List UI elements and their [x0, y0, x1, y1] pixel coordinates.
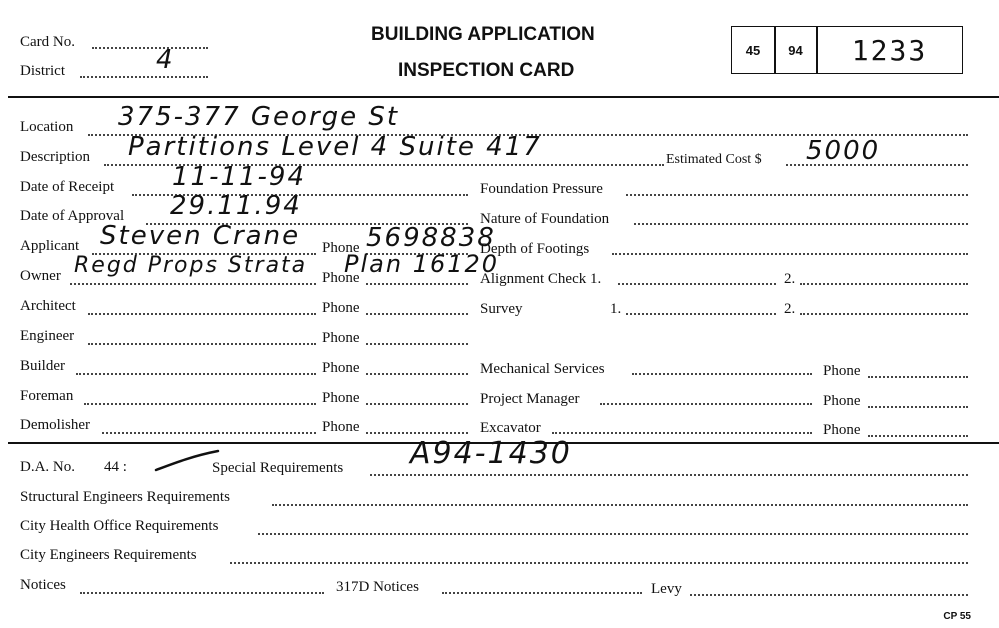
architect-phone-line — [366, 313, 468, 315]
project-manager-label: Project Manager — [480, 391, 580, 407]
levy-line — [690, 594, 968, 596]
builder-phone-line — [366, 373, 468, 375]
survey-2-label: 2. — [784, 301, 796, 317]
owner-phone-line — [366, 283, 468, 285]
card-code-1: 45 — [745, 42, 761, 58]
mechanical-line — [632, 373, 812, 375]
card-no-label: Card No. — [20, 34, 75, 50]
card-no-line — [92, 47, 208, 49]
form-subtitle: INSPECTION CARD — [398, 60, 575, 81]
levy-label: Levy — [651, 581, 682, 597]
notices-line — [80, 592, 324, 594]
estimated-cost-value: 5000 — [806, 136, 881, 166]
excavator-phone-label: Phone — [823, 422, 861, 438]
survey-1-label: 1. — [610, 301, 622, 317]
depth-footings-label: Depth of Footings — [480, 241, 590, 257]
survey-label: Survey — [480, 301, 523, 317]
engineer-line — [88, 343, 316, 345]
structural-line — [272, 504, 968, 506]
project-manager-phone-line — [868, 406, 968, 408]
applicant-value: Steven Crane — [100, 221, 301, 251]
foreman-phone-label: Phone — [322, 390, 360, 406]
builder-line — [76, 373, 316, 375]
location-label: Location — [20, 119, 74, 135]
estimated-cost-label: Estimated Cost $ — [666, 152, 762, 167]
da-no-label: D.A. No. — [20, 459, 75, 475]
mechanical-phone-line — [868, 376, 968, 378]
owner-label: Owner — [20, 268, 61, 284]
structural-label: Structural Engineers Requirements — [20, 489, 230, 505]
da-prefix: 44 : — [104, 459, 127, 475]
foreman-phone-line — [366, 403, 468, 405]
top-rule — [8, 96, 999, 98]
alignment-2-label: 2. — [784, 271, 796, 287]
survey-2-line — [800, 313, 968, 315]
health-label: City Health Office Requirements — [20, 518, 219, 534]
depth-footings-line — [612, 253, 968, 255]
form-code: CP 55 — [943, 611, 971, 622]
notices-label: Notices — [20, 577, 66, 593]
notices-317d-label: 317D Notices — [336, 579, 419, 595]
engineer-phone-line — [366, 343, 468, 345]
description-value: Partitions Level 4 Suite 417 — [128, 132, 542, 162]
architect-label: Architect — [20, 298, 76, 314]
builder-phone-label: Phone — [322, 360, 360, 376]
survey-1-line — [626, 313, 776, 315]
date-receipt-value: 11-11-94 — [172, 162, 307, 192]
date-approval-value: 29.11.94 — [170, 191, 302, 221]
owner-phone-value: Plan 16120 — [344, 250, 500, 278]
date-receipt-label: Date of Receipt — [20, 179, 115, 195]
special-requirements-line — [370, 474, 968, 476]
owner-value: Regd Props Strata — [74, 253, 308, 278]
demolisher-phone-line — [366, 432, 468, 434]
applicant-phone-value: 5698838 — [366, 223, 496, 253]
owner-phone-label: Phone — [322, 270, 360, 286]
excavator-line — [552, 432, 812, 434]
alignment-check-label: Alignment Check 1. — [480, 271, 602, 287]
applicant-phone-label: Phone — [322, 240, 360, 256]
engineer-label: Engineer — [20, 328, 75, 344]
engineer-phone-label: Phone — [322, 330, 360, 346]
foreman-line — [84, 403, 316, 405]
demolisher-phone-label: Phone — [322, 419, 360, 435]
applicant-label: Applicant — [20, 238, 80, 254]
project-manager-line — [600, 403, 812, 405]
nature-foundation-label: Nature of Foundation — [480, 211, 610, 227]
district-line — [80, 76, 208, 78]
card-code-2: 94 — [788, 42, 803, 58]
special-requirements-value: A94-1430 — [410, 436, 572, 471]
nature-foundation-line — [634, 223, 968, 225]
special-requirements-label: Special Requirements — [212, 460, 344, 476]
foundation-pressure-label: Foundation Pressure — [480, 181, 603, 197]
architect-line — [88, 313, 316, 315]
card-number: 1233 — [851, 33, 928, 67]
notices-317d-line — [442, 592, 642, 594]
alignment-2-line — [800, 283, 968, 285]
mechanical-phone-label: Phone — [823, 363, 861, 379]
date-approval-label: Date of Approval — [20, 208, 125, 224]
mechanical-label: Mechanical Services — [480, 361, 605, 377]
project-manager-phone-label: Phone — [823, 393, 861, 409]
demolisher-line — [102, 432, 316, 434]
district-value: 4 — [156, 45, 175, 75]
architect-phone-label: Phone — [322, 300, 360, 316]
district-label: District — [20, 63, 65, 79]
health-line — [258, 533, 968, 535]
alignment-1-line — [618, 283, 776, 285]
form-title: BUILDING APPLICATION — [371, 24, 595, 45]
city-engineers-label: City Engineers Requirements — [20, 547, 197, 563]
location-value: 375-377 George St — [118, 102, 400, 132]
foreman-label: Foreman — [20, 388, 74, 404]
demolisher-label: Demolisher — [20, 417, 90, 433]
foundation-pressure-line — [626, 194, 968, 196]
owner-line — [70, 283, 316, 285]
description-label: Description — [20, 149, 90, 165]
city-engineers-line — [230, 562, 968, 564]
excavator-phone-line — [868, 435, 968, 437]
excavator-label: Excavator — [480, 420, 541, 436]
card-number-box — [731, 26, 963, 74]
builder-label: Builder — [20, 358, 65, 374]
